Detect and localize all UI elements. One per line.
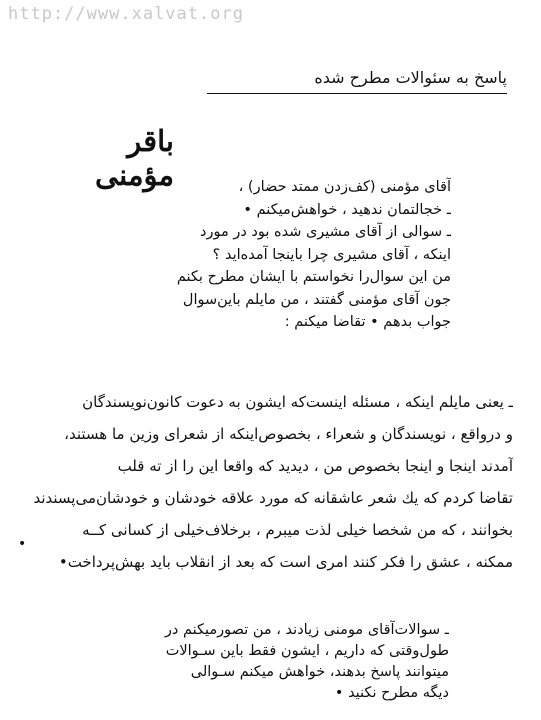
paragraph-1 xyxy=(51,176,451,334)
paragraph-2 xyxy=(27,386,513,578)
margin-mark: • xyxy=(18,536,27,552)
text-line: جون آقای مؤمنی گفتند ، من مایلم باین‌سوال xyxy=(182,291,451,308)
text-line: بخوانند ، که من شخصا خیلی لذت میبرم ، برخلاف‌خیلی از کسانی کــه xyxy=(82,521,513,539)
page-header: پاسخ به سئوالات مطرح شده xyxy=(207,68,507,94)
text-line: ممکنه ، عشق را فکر کنند امری است که بعد از انقلاب باید بهش‌پرداخت• xyxy=(58,553,513,571)
text-line: میتوانند پاسخ بدهند، خواهش میکنم سـوالی xyxy=(190,664,449,680)
text-line: تقاضا کردم که یك شعر عاشقانه که مورد علاقه خودشان و خودشان‌می‌پسندند xyxy=(33,489,513,507)
text-line: و درواقع ، نویسندگان و شعراء ، بخصوص‌اینکه از شعرای وزین ما هستند، xyxy=(64,425,513,443)
paragraph-3 xyxy=(41,620,449,704)
text-line: آمدند اینجا و اینجا بخصوص من ، دیدید که واقعا این را از ته قلب xyxy=(117,457,513,475)
text-line: ـ خجالتمان ندهید ، خواهش‌میکنم • xyxy=(243,201,451,218)
text-line: ـ سوالات‌آقای مومنی زیادند ، من تصورمیکنم در xyxy=(164,622,449,638)
text-line: طول‌وقتی که داریم ، ایشون فقط باین سـوالات xyxy=(165,643,449,659)
text-line: ـ یعنی مایلم اینکه ، مسئله اینست‌که ایشون به دعوت کانون‌نویسندگان xyxy=(82,393,513,411)
text-line: ـ سوالی از آقای مشیری شده بود در مورد xyxy=(200,224,451,240)
text-line: دیگه مطرح نکنید • xyxy=(334,685,449,701)
text-line: آقای مؤمنی (کف‌زدن ممتد حضار) ، xyxy=(238,179,451,195)
text-line: جواب بدهم • تقاضا میکنم : xyxy=(284,314,451,330)
text-line: اینکه ، آقای مشیری چرا باینجا آمده‌اید ؟ xyxy=(212,246,451,263)
text-line: من این سوال‌را نخواستم با ایشان مطرح بکنم xyxy=(176,269,451,285)
page-title: باقر مؤمنی xyxy=(95,124,174,192)
watermark: http://www.xalvat.org xyxy=(8,4,244,24)
